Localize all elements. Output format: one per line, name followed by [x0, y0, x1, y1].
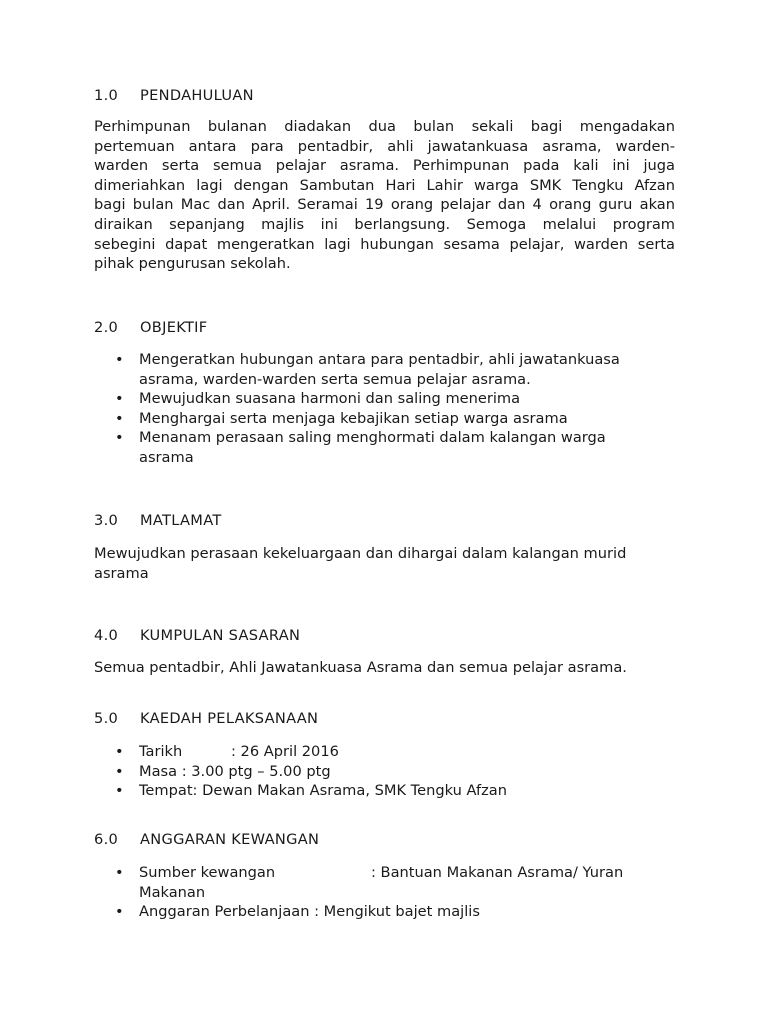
list-item-value: : Bantuan Makanan Asrama/ Yuran: [371, 864, 624, 881]
list-item: [94, 902, 684, 922]
section-heading-matlamat: [94, 511, 222, 531]
section-number: 6.0: [94, 831, 119, 848]
section-number: 2.0: [94, 319, 119, 336]
pendahuluan-paragraph: [94, 117, 675, 274]
list-item-line: asrama: [139, 448, 194, 466]
paragraph-line: Semua pentadbir, Ahli Jawatankuasa Asrama dan semua pelajar asrama.: [94, 659, 627, 676]
kewangan-list: [94, 863, 684, 922]
section-number: 5.0: [94, 710, 119, 727]
section-heading-objektif: [94, 318, 207, 338]
section-number: 3.0: [94, 512, 119, 529]
paragraph-line: warden serta semua pelajar asrama. Perhimpunan pada kali ini juga: [94, 157, 675, 175]
paragraph-line: sebegini dapat mengeratkan lagi hubungan sesama pelajar, warden serta: [94, 235, 675, 253]
list-item-line: • Menanam perasaan saling menghormati dalam kalangan warga: [139, 429, 606, 447]
list-item: [94, 781, 684, 801]
list-item-line: asrama, warden-warden serta semua pelajar asrama.: [139, 370, 531, 388]
list-item-text: Anggaran Perbelanjaan : Mengikut bajet majlis: [139, 903, 480, 921]
paragraph-line: pihak pengurusan sekolah.: [94, 255, 291, 273]
section-heading-kaedah-pelaksanaan: [94, 709, 318, 729]
section-heading-pendahuluan: [94, 86, 254, 106]
list-item: [94, 762, 684, 782]
paragraph-line: Mewujudkan perasaan kekeluargaan dan dihargai dalam kalangan murid: [94, 545, 627, 562]
section-title: KAEDAH PELAKSANAAN: [140, 710, 319, 727]
list-item-line: • Mewujudkan suasana harmoni dan saling menerima: [139, 390, 521, 408]
section-title: PENDAHULUAN: [140, 87, 254, 104]
paragraph-line: bagi bulan Mac dan April. Seramai 19 orang pelajar dan 4 orang guru akan: [94, 196, 675, 214]
kaedah-list: [94, 742, 684, 801]
list-item: [94, 428, 684, 467]
paragraph-line: Perhimpunan bulanan diadakan dua bulan sekali bagi mengadakan: [94, 118, 675, 135]
section-title: OBJEKTIF: [140, 319, 208, 336]
list-item: [94, 742, 684, 762]
paragraph-line: diraikan sepanjang majlis ini berlangsung. Semoga melalui program: [94, 215, 675, 233]
paragraph-line: asrama: [94, 564, 149, 582]
list-item: [94, 863, 684, 902]
section-number: 4.0: [94, 627, 119, 644]
section-title: MATLAMAT: [140, 512, 222, 529]
matlamat-paragraph: [94, 544, 675, 583]
list-item: [94, 350, 684, 389]
list-item-line: Makanan: [139, 883, 206, 901]
paragraph-line: dimeriahkan lagi dengan Sambutan Hari Lahir warga SMK Tengku Afzan: [94, 176, 675, 194]
kumpulan-sasaran-paragraph: [94, 658, 675, 678]
section-title: KUMPULAN SASARAN: [140, 627, 301, 644]
list-item-text: Tempat: Dewan Makan Asrama, SMK Tengku Afzan: [139, 782, 507, 800]
list-item: [94, 409, 684, 429]
objektif-list: [94, 350, 684, 468]
list-item-text: Masa : 3.00 ptg – 5.00 ptg: [139, 762, 331, 780]
section-heading-kumpulan-sasaran: [94, 626, 300, 646]
list-item-line: • Mengeratkan hubungan antara para pentadbir, ahli jawatankuasa: [139, 351, 620, 368]
list-item: [94, 389, 684, 409]
list-item-label: Tarikh: [139, 743, 183, 760]
section-number: 1.0: [94, 87, 119, 104]
section-title: ANGGARAN KEWANGAN: [140, 831, 320, 848]
paragraph-line: pertemuan antara para pentadbir, ahli jawatankuasa asrama, warden-: [94, 137, 675, 155]
list-item-value: : 26 April 2016: [231, 743, 339, 760]
section-heading-anggaran-kewangan: [94, 830, 319, 850]
list-item-label: Sumber kewangan: [139, 864, 276, 881]
list-item-line: • Menghargai serta menjaga kebajikan setiap warga asrama: [139, 409, 568, 427]
